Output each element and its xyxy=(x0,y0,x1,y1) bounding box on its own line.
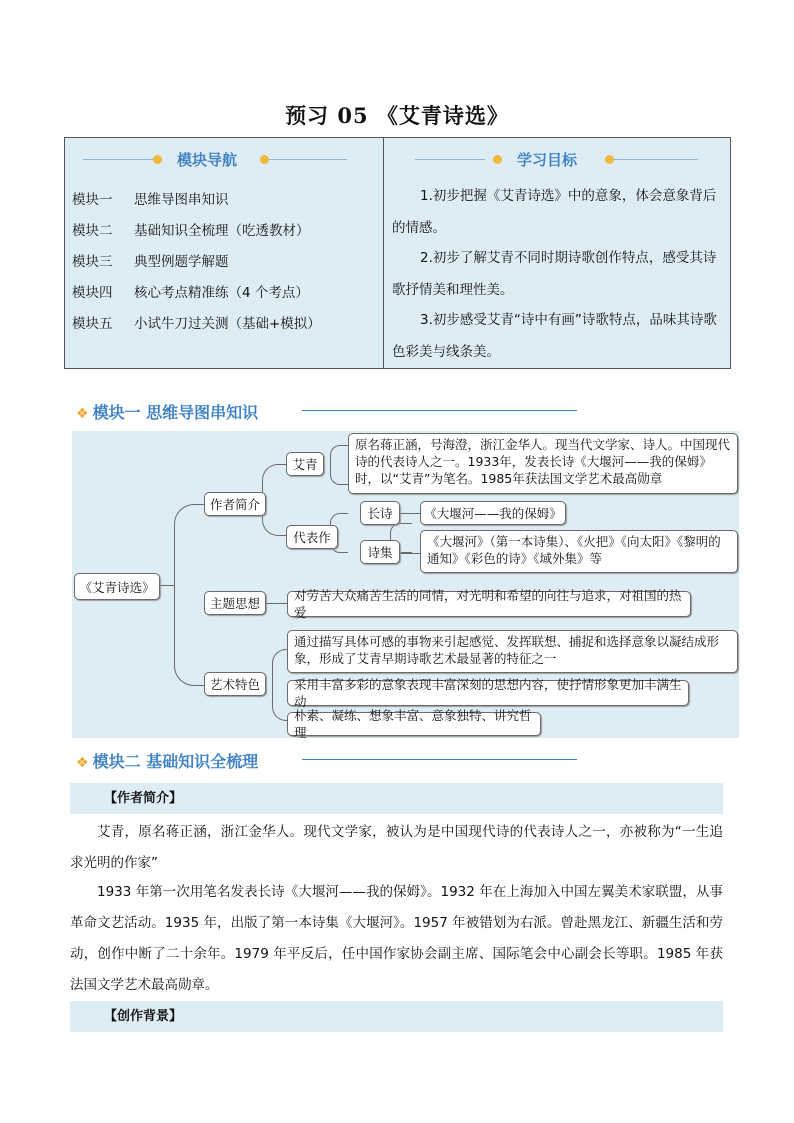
art-item-2: 采用丰富多彩的意象表现丰富深刻的思想内容，使抒情形象更加丰满生动 xyxy=(287,680,689,706)
nav-heading: 模块导航 xyxy=(177,151,238,169)
mindmap-root: 《艾青诗选》 xyxy=(74,573,160,600)
node-author-intro: 作者简介 xyxy=(204,492,266,516)
aiqing-desc: 原名蒋正涵，号海澄，浙江金华人。现当代文学家、诗人。中国现代诗的代表诗人之一。1933年，发表长诗《大堰河——我的保姆》时，以“艾青”为笔名。1985年获法国文学艺术最高勋章 xyxy=(348,433,738,494)
goals-heading: 学习目标 xyxy=(517,151,578,169)
author-connector xyxy=(262,464,290,536)
heading-rule-right xyxy=(614,159,698,160)
node-art: 艺术特色 xyxy=(204,672,266,696)
mind-map xyxy=(72,431,739,738)
paragraph-1: 艾青，原名蒋正涵，浙江金华人。现代文学家，被认为是中国现代诗的代表诗人之一，亦被称为“一生追求光明的作家” xyxy=(70,824,723,871)
goal-3: 3.初步感受艾青“诗中有画”诗歌特点，品味其诗歌色彩美与线条美。 xyxy=(392,312,717,360)
nav-module-5: 模块五 小试牛刀过关测（基础+模拟） xyxy=(72,316,321,332)
goal-2: 2.初步了解艾青不同时期诗歌创作特点，感受其诗歌抒情美和理性美。 xyxy=(392,250,717,298)
heading-dot xyxy=(605,155,614,164)
node-collections: 诗集 xyxy=(360,540,400,564)
heading-dot xyxy=(260,155,269,164)
node-long-poem: 长诗 xyxy=(360,501,400,525)
diamond-arrow-icon: ❖ xyxy=(76,406,89,422)
nav-module-1: 模块一 思维导图串知识 xyxy=(72,192,229,208)
nav-module-2: 模块二 基础知识全梳理（吃透教材） xyxy=(72,223,310,239)
heading-dot xyxy=(153,155,162,164)
heading-rule-left xyxy=(415,159,485,160)
section-1-title: ❖ 模块一 思维导图串知识 xyxy=(76,403,259,422)
theme-desc: 对劳苦大众痛苦生活的同情，对光明和希望的向往与追求，对祖国的热爱 xyxy=(287,591,691,617)
section-2-rule xyxy=(302,759,577,760)
overview-table xyxy=(64,137,731,369)
art-item-3: 朴素、凝练、想象丰富、意象独特、讲究哲理 xyxy=(287,712,541,736)
art-item-1: 通过描写具体可感的事物来引起感觉、发挥联想、捕捉和选择意象以凝结成形象，形成了艾青早期诗歌艺术最显著的特征之一 xyxy=(287,630,738,673)
heading-dot xyxy=(493,155,502,164)
author-intro-band: 【作者简介】 xyxy=(70,783,723,814)
root-connector xyxy=(174,504,204,686)
heading-rule-left xyxy=(83,159,153,160)
collections-list: 《大堰河》（第一本诗集）、《火把》《向太阳》《黎明的通知》《彩色的诗》《域外集》等 xyxy=(420,530,738,573)
node-aiqing: 艾青 xyxy=(286,452,324,476)
nav-module-3: 模块三 典型例题学解题 xyxy=(72,254,229,270)
nav-module-4: 模块四 核心考点精准练（4 个考点） xyxy=(72,285,309,301)
heading-rule-right xyxy=(269,159,347,160)
diamond-arrow-icon: ❖ xyxy=(76,755,89,771)
long-poem-title: 《大堰河——我的保姆》 xyxy=(420,501,566,525)
section-1-rule xyxy=(302,410,577,411)
section-2-title: ❖ 模块二 基础知识全梳理 xyxy=(76,752,259,771)
node-works: 代表作 xyxy=(286,525,338,549)
paragraph-2: 1933 年第一次用笔名发表长诗《大堰河——我的保姆》。1932 年在上海加入中国左翼美术家联盟，从事革命文艺活动。1935 年，出版了第一本诗集《大堰河》。1957 年被错划为右派。曾赴黑龙江、新疆生活和劳动，创作中断了二十余年。1979 年平反后，任中国作家协会副主席、国际笔会中心副会长等职。1985 年获法国文学艺术最高勋章。 xyxy=(70,884,723,993)
background-band: 【创作背景】 xyxy=(70,1001,723,1032)
table-divider xyxy=(383,138,384,368)
node-theme: 主题思想 xyxy=(204,591,266,615)
goal-1: 1.初步把握《艾青诗选》中的意象，体会意象背后的情感。 xyxy=(392,188,717,236)
page-title: 预习 05 《艾青诗选》 xyxy=(285,103,509,128)
